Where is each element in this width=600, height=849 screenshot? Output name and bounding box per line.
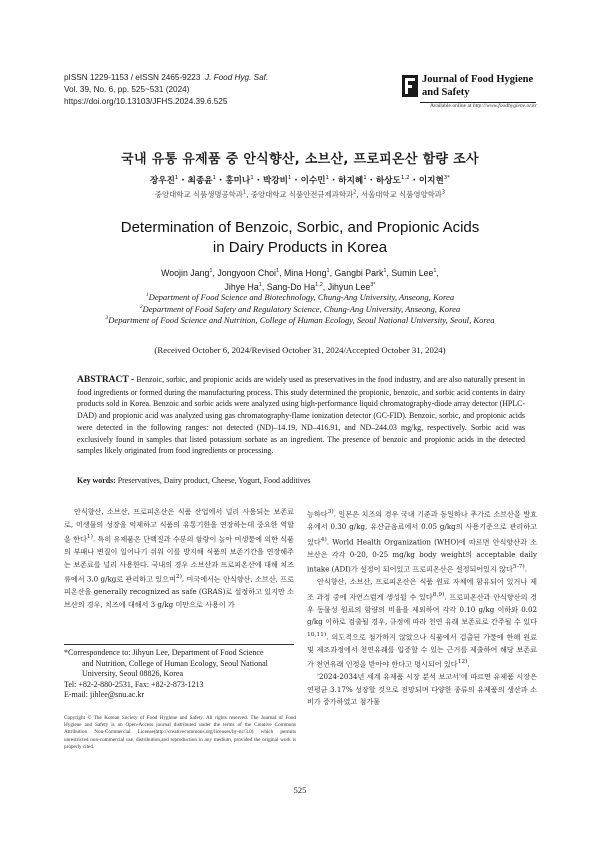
citation-ref: 1) [86,534,93,541]
volume-line: Vol. 39, No. 6, pp. 525~531 (2024) [64,85,190,95]
journal-header-info [64,72,268,109]
body-text: 능하다 [307,509,328,519]
author-separator: · [366,176,376,186]
keywords-text: Preservatives, Dairy product, Cheese, Yogurt, Food additives [117,476,311,485]
received-dates: (Received October 6, 2024/Revised October 31, 2024/Accepted October 31, 2024) [154,345,446,355]
journal-name-line1: Journal of Food Hygiene [422,74,534,85]
affiliation-sup: 2 [139,303,143,310]
author-name: Gangbi Park [334,268,384,278]
body-text: , 미국에서는 안식향산, 소브산, 프로피온산을 generally recognized as safe (GRAS)로 설정하고 있지만 소브산의 경우, 치즈에 대해서 3 g/kg 미만으로 사용이 가 [64,574,294,609]
author-separator: , [279,268,284,278]
journal-name [422,74,533,99]
author-affil-sup: 1 [250,175,254,182]
body-paragraph [307,506,537,576]
author-affil-sup: 1 [363,175,367,182]
author-name: Woojin Jang [161,268,210,278]
abstract-label: ABSTRACT - [77,375,135,385]
author-separator: , [329,268,335,278]
citation-ref: 8,9) [432,591,445,598]
copyright-notice: Copyright © The Korean Society of Food Hygiene and Safety. All rights reserved. The Journal of Food Hygiene and Safety is an Open-Access journal distributed under the terms of the Creative Commons Attribution Non-Commercial License(http://creativecommons.org/licenses/by-nc/3.0) which permits unrestricted non-commercial use, distribution,and reproduction in any medium, provided the original work is properly cited. [64,715,296,750]
korean-affil-2: 중앙대학교 식품안전규제과학과 [250,190,354,199]
author-name: Sumin Lee [391,268,434,278]
author-affil-sup: 3* [443,175,450,182]
author-name: 홍미나 [225,176,251,186]
body-paragraph [307,576,537,671]
author-name: 박강비 [262,176,288,186]
affiliation-sup: 1 [145,292,149,299]
author-separator: · [329,176,339,186]
citation-ref: 5-7) [512,564,525,571]
body-paragraph [64,506,294,611]
body-right-column [307,506,537,709]
affiliation-line [0,304,600,316]
author-separator: , [212,268,218,278]
citation-ref: 4) [320,536,327,543]
author-affil-sup: 1 [433,268,437,275]
author-affil-sup: 1,2 [315,282,323,289]
author-affil-sup: 1,2 [400,175,410,182]
author-separator: · [178,176,188,186]
korean-affil-3: 서울대학교 식품영양학과 [361,190,442,199]
keywords [77,476,525,485]
author-name: Jihyun Lee [327,282,371,292]
journal-url-link[interactable]: http://www.foodhygiene.or.kr [472,103,537,109]
author-separator: , [386,268,392,278]
corresp-line3: University, Seoul 08826, Korea [82,669,184,678]
affiliation-text: Department of Food Safety and Regulatory Science, Chung-Ang University, Anseong, Korea [142,303,461,314]
author-affil-sup: 1 [174,175,179,182]
author-name: 최종윤 [187,176,213,186]
citation-ref: 12) [457,659,468,666]
affiliation-line [0,292,600,304]
affiliation-sup: 3 [105,315,109,322]
body-text: . 일본은 치즈의 경우 국내 기준과 동일하나 추가로 소브산을 발효유에서 0.30 g/kg, 유산균음료에서 0.05 g/kg의 사용기준으로 관리하고 있다 [307,509,537,546]
body-text: . 특히 유제품은 단백질과 수분의 함량이 높아 미생물에 의한 식품의 부패나 변질이 일어나기 쉬워 이를 방지해 식품의 보존기간을 연장해주는 보존료를 널리 사용한다. 국내의 경우 소브산과 프로피온산에 대해 치즈류에서 3.0 g/kg로 관리하고 있으며 [64,534,295,584]
abstract-text: Benzoic, sorbic, and propionic acids are widely used as preservatives in the food industry, and are also naturally present in food ingredients or formed during the manufacturing process. This study determined the propionic, benzoic, and sorbic acid contents in dairy products sold in Korea. Benzoic and sorbic acids were analyzed using high-performance liquid chromatography-diode array detector (HPLC-DAD) and propionic acid was analyzed using gas chromatography-flame ionization detector (GC-FID). Benzoic, sorbic, and propionic acids were detected in the following ranges: not detected (ND)–14.19, ND–416.91, and ND–244.03 mg/kg, respectively. Sorbic acid was exclusively found in samples that listed potassium sorbate as an ingredient. The presence of benzoic and propionic acids in the detected samples likely originated from food ingredients or processing. [77,375,525,456]
body-paragraph: '2024-2034년 세계 유제품 시장 분석 보고서'에 따르면 유제품 시장은 연평균 3.17% 성장할 것으로 전망되며 다양한 종류의 유제품의 생산과 소비가 증가하였고 첨가물 [307,672,537,707]
korean-title: 국내 유통 유제품 중 안식향산, 소브산, 프로피온산 함량 조사 [121,152,479,167]
author-affil-sup: 3* [370,282,376,289]
author-affil-sup: 1 [287,175,292,182]
author-separator: · [409,176,419,186]
author-name: Mina Hong [283,268,327,278]
author-name: 하상도 [375,176,401,186]
citation-ref: 2) [175,574,182,581]
author-separator: , [322,282,328,292]
journal-logo-icon [402,75,418,97]
korean-authors [0,174,600,186]
available-online [430,103,537,109]
citation-ref: 3) [327,509,334,515]
author-separator: , [261,282,267,292]
page-number: 525 [293,785,307,795]
author-affil-sup: 1 [258,282,262,289]
author-name: 이지현 [418,176,444,186]
author-name: 장우진 [150,176,175,186]
author-affil-sup: 1 [276,268,280,275]
corresp-line1: *Correspondence to: Jihyun Lee, Department of Food Science [64,648,264,657]
body-text: . 프로피온산과 안식향산의 경우 동물성 원료의 함량의 비율을 제외하여 각각 0.10 g/kg 이하와 0.02 g/kg 이하로 검출될 경우, 규정에 따라 천연 유래 보존료로 간주될 수 있다 [307,592,538,627]
english-title-line2: in Dairy Products in Korea [212,239,388,256]
english-title [0,218,600,258]
author-name: Jongyoon Choi [217,268,276,278]
body-text: 안식향산, 소브산, 프로피온산은 식품 원료 자체에 함유되어 있거나 제조 과정 중에 자연스럽게 생성될 수 있다 [307,577,537,601]
body-text: 안식향산, 소브산, 프로피온산은 식품 산업에서 널리 사용되는 보존료로, 미생물의 성장을 억제하고 식품의 유통기한을 연장하는데 중요한 역할을 한다 [64,507,294,544]
author-separator: · [253,176,263,186]
affiliation-text: Department of Food Science and Nutrition, College of Human Ecology, Seoul National University, Seoul, Korea [108,315,495,325]
author-separator: · [216,176,226,186]
author-affil-sup: 1 [325,175,330,182]
doi-link[interactable]: https://doi.org/10.13103/JFHS.2024.39.6.525 [64,97,228,107]
corresp-email-link[interactable]: E-mail: jihlee@snu.ac.kr [64,690,145,699]
corresp-line2: and Nutrition, College of Human Ecology, Seoul National [82,658,268,668]
keywords-label: Key words: [77,476,116,485]
korean-affiliations: 중앙대학교 식품생명공학과$^1$, 중앙대학교 식품안전규제과학과$^2$, 서울대학교 식품영양학과$^3$ [154,189,446,199]
body-text: . [524,564,527,574]
issn-line: pISSN 1229-1153 / eISSN 2465-9223 [64,73,201,82]
body-text: . [467,659,470,669]
journal-abbrev: J. Food Hyg. Saf. [204,73,269,82]
english-affiliations [0,292,600,327]
author-name: Jihye Ha [224,282,259,292]
author-affil-sup: 1 [383,268,387,275]
author-separator: · [291,176,301,186]
journal-name-line2: and Safety [422,86,470,98]
affiliation-text: Department of Food Science and Biotechnology, Chung-Ang University, Anseong, Korea [148,292,455,302]
author-affil-sup: 1 [209,268,213,275]
affiliation-line [0,315,600,327]
body-text: . 의도적으로 첨가하지 않았으나 식품에서 검출된 가물에 한해 원료 및 제조과정에서 천연유래를 입증할 수 있는 근거를 제출하여 해당 보존료가 천연유래 인정을 받아야 한다고 명시되어 있다 [307,632,537,669]
abstract [77,374,525,457]
author-affil-sup: 1 [326,268,330,275]
footnote-rule [64,644,294,645]
author-name: Sang-Do Ha [266,282,316,292]
body-text: . World Health Organization (WHO)에 따르면 안식향산과 소브산은 각각 0-20, 0-25 mg/kg body weight의 acceptable daily intake (ADI)가 설정이 되어있고 프로피온산은 설정되어있지 않다 [307,536,537,574]
corresp-phone: Tel: +82-2-880-2531, Fax: +82-2-873-1213 [64,679,204,689]
english-authors-line1: Woojin Jang$^1$, Jongyoon Choi$^1$, Mina Hong$^1$, Gangbi Park$^1$, Sumin Lee$^1$, [161,268,439,278]
citation-ref: 10,11) [307,631,327,638]
author-name: 이수민 [300,176,326,186]
body-left-column [64,506,294,611]
english-authors [0,266,600,294]
author-affil-sup: 1 [212,175,217,182]
english-title-line1: Determination of Benzoic, Sorbic, and Propionic Acids [120,219,480,236]
available-online-prefix: Available online at [430,103,473,109]
correspondence [64,648,296,701]
author-name: 하지혜 [338,176,364,186]
korean-affil-1: 중앙대학교 식품생명공학과 [154,190,243,199]
